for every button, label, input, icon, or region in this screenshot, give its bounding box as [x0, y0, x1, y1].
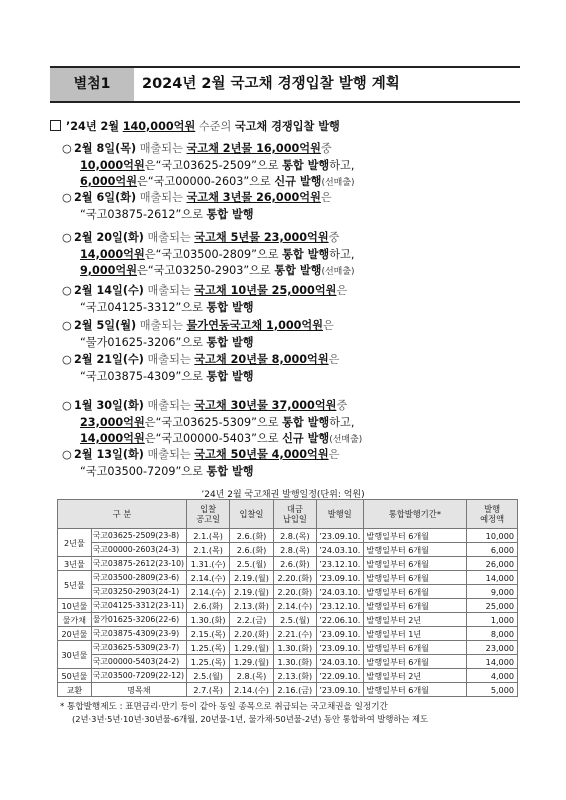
- cell-bid-notice: 2.1.(목): [187, 543, 230, 557]
- cell-payment-day: 2.5.(월): [273, 613, 316, 627]
- issue-plan-item: ○ 2월 6일(화) 매출되는 국고채 3년물 26,000억원은 “국고03875-2612”으로 통합 발행: [62, 191, 332, 221]
- table-header-row: [58, 500, 518, 529]
- cell-period: 발행일부터 6개월: [363, 543, 467, 557]
- cell-payment-day: 2.6.(화): [273, 557, 316, 571]
- table-row: [58, 557, 518, 571]
- issue-schedule-table: [57, 499, 518, 697]
- cell-issue-day: ’23.09.10.: [317, 641, 364, 655]
- cell-period: 발행일부터 6개월: [363, 557, 467, 571]
- footnote-detail: (2년·3년·5년·10년·30년물-6개월, 20년물-1년, 물가채·50년물-2년) 동안 통합하여 발행하는 제도: [72, 714, 429, 724]
- cell-period: 발행일부터 2년: [363, 669, 467, 683]
- cell-payment-day: 2.20.(화): [273, 571, 316, 585]
- cell-bid-day: 2.6.(화): [230, 529, 273, 543]
- cell-payment-day: 2.21.(수): [273, 627, 316, 641]
- table-row: [58, 571, 518, 585]
- cell-bid-day: 1.29.(월): [230, 655, 273, 669]
- cell-bid-notice: 1.30.(화): [187, 613, 230, 627]
- cell-period: 발행일부터 6개월: [363, 599, 467, 613]
- table-row: [58, 683, 518, 697]
- table-row: [58, 599, 518, 613]
- cell-bid-notice: 2.14.(수): [187, 571, 230, 585]
- issue-plan-item: ○ 2월 20일(화) 매출되는 국고채 5년물 23,000억원중 14,000억원은“국고03500-2809”으로 통합 발행하고, 9,000억원은“국고03250-2903”으로 통합 발행(선매출): [62, 231, 355, 277]
- table-row: [58, 543, 518, 557]
- cell-amount: 23,000: [467, 641, 518, 655]
- table-row: [58, 585, 518, 599]
- cell-gubun: 교환: [58, 683, 92, 697]
- cell-amount: 10,000: [467, 529, 518, 543]
- cell-issue-day: ’23.12.10.: [317, 599, 364, 613]
- cell-issue-day: ’23.09.10.: [317, 571, 364, 585]
- cell-bid-day: 1.29.(월): [230, 641, 273, 655]
- header-gubun: 구 분: [58, 500, 187, 529]
- header-amount: 발행 예정액: [467, 500, 518, 529]
- cell-issue-day: ’22.06.10.: [317, 613, 364, 627]
- cell-amount: 26,000: [467, 557, 518, 571]
- cell-issue-day: ’22.09.10.: [317, 669, 364, 683]
- cell-issue-day: ’23.09.10.: [317, 683, 364, 697]
- cell-gubun: 물가채: [58, 613, 92, 627]
- circle-bullet-icon: ○: [62, 448, 72, 461]
- cell-period: 발행일부터 6개월: [363, 655, 467, 669]
- circle-bullet-icon: ○: [62, 353, 72, 366]
- cell-code: 국고03875-2612(23-10): [91, 557, 186, 571]
- cell-payment-day: 2.13.(화): [273, 669, 316, 683]
- cell-bid-day: 2.19.(월): [230, 571, 273, 585]
- issue-plan-item: ○ 2월 14일(수) 매출되는 국고채 10년물 25,000억원은 “국고04125-3312”으로 통합 발행: [62, 284, 348, 314]
- cell-gubun: 20년물: [58, 627, 92, 641]
- cell-bid-day: 2.8.(목): [230, 669, 273, 683]
- cell-period: 발행일부터 6개월: [363, 571, 467, 585]
- cell-issue-day: ’23.09.10.: [317, 627, 364, 641]
- cell-period: 발행일부터 1년: [363, 627, 467, 641]
- summary-amount: 140,000억원: [122, 120, 196, 133]
- cell-gubun: 10년물: [58, 599, 92, 613]
- cell-code: 국고03250-2903(24-1): [91, 585, 186, 599]
- cell-code: 국고03500-2809(23-6): [91, 571, 186, 585]
- cell-payment-day: 2.20.(화): [273, 585, 316, 599]
- cell-issue-day: ’23.12.10.: [317, 557, 364, 571]
- cell-code: 국고00000-5403(24-2): [91, 655, 186, 669]
- header-bid-day: 입찰일: [230, 500, 273, 529]
- cell-amount: 14,000: [467, 571, 518, 585]
- cell-gubun: 30년물: [58, 641, 92, 669]
- cell-code: 국고03625-5309(23-7): [91, 641, 186, 655]
- cell-bid-day: 2.5.(월): [230, 557, 273, 571]
- header-payment-day: 대금 납입일: [273, 500, 316, 529]
- cell-payment-day: 2.16.(금): [273, 683, 316, 697]
- cell-amount: 14,000: [467, 655, 518, 669]
- cell-amount: 1,000: [467, 613, 518, 627]
- cell-code: 국고03875-4309(23-9): [91, 627, 186, 641]
- header-bid-notice: 입찰 공고일: [187, 500, 230, 529]
- table-row: [58, 641, 518, 655]
- table-row: [58, 613, 518, 627]
- cell-bid-day: 2.19.(월): [230, 585, 273, 599]
- cell-period: 발행일부터 6개월: [363, 529, 467, 543]
- cell-bid-notice: 1.25.(목): [187, 655, 230, 669]
- cell-bid-notice: 2.7.(목): [187, 683, 230, 697]
- document-header: [50, 66, 520, 103]
- cell-bid-day: 2.20.(화): [230, 627, 273, 641]
- issue-plan-item: ○ 1월 30일(화) 매출되는 국고채 30년물 37,000억원중 23,000억원은“국고03625-5309”으로 통합 발행하고, 14,000억원은“국고00000-5403”으로 신규 발행(선매출): [62, 399, 363, 445]
- cell-code: 물가01625-3206(22-6): [91, 613, 186, 627]
- cell-issue-day: ’23.09.10.: [317, 529, 364, 543]
- cell-amount: 6,000: [467, 543, 518, 557]
- cell-code: 명목채: [91, 683, 186, 697]
- cell-bid-notice: 1.25.(목): [187, 641, 230, 655]
- cell-payment-day: 1.30.(화): [273, 641, 316, 655]
- cell-amount: 4,000: [467, 669, 518, 683]
- table-caption: ’24년 2월 국고채권 발행일정(단위: 억원): [201, 490, 365, 500]
- issue-plan-item: ○ 2월 8일(목) 매출되는 국고채 2년물 16,000억원중 10,000억원은“국고03625-2509”으로 통합 발행하고, 6,000억원은“국고00000-2603”으로 신규 발행(선매출): [62, 142, 355, 188]
- circle-bullet-icon: ○: [62, 142, 72, 155]
- cell-bid-notice: 2.15.(목): [187, 627, 230, 641]
- cell-payment-day: 2.14.(수): [273, 599, 316, 613]
- cell-code: 국고03500-7209(22-12): [91, 669, 186, 683]
- square-bullet-icon: [50, 120, 61, 131]
- cell-amount: 9,000: [467, 585, 518, 599]
- header-period: 통합발행기간*: [363, 500, 467, 529]
- circle-bullet-icon: ○: [62, 319, 72, 332]
- cell-bid-day: 2.6.(화): [230, 543, 273, 557]
- cell-code: 국고03625-2509(23-8): [91, 529, 186, 543]
- cell-code: 국고04125-3312(23-11): [91, 599, 186, 613]
- footnote: * 통합발행제도 : 표면금리·만기 등이 같아 동일 종목으로 취급되는 국고채권을 일정기간: [60, 702, 388, 712]
- cell-gubun: 5년물: [58, 571, 92, 599]
- cell-bid-day: 2.13.(화): [230, 599, 273, 613]
- cell-bid-notice: 1.31.(수): [187, 557, 230, 571]
- issue-plan-item: ○ 2월 5일(월) 매출되는 물가연동국고채 1,000억원은 “물가01625-3206”으로 통합 발행: [62, 319, 334, 349]
- cell-bid-notice: 2.1.(목): [187, 529, 230, 543]
- table-row: [58, 529, 518, 543]
- cell-issue-day: ’24.03.10.: [317, 543, 364, 557]
- cell-period: 발행일부터 2년: [363, 613, 467, 627]
- cell-bid-notice: 2.14.(수): [187, 585, 230, 599]
- cell-gubun: 2년물: [58, 529, 92, 557]
- cell-bid-notice: 2.5.(월): [187, 669, 230, 683]
- summary-line: ’24년 2월 140,000억원 수준의 국고채 경쟁입찰 발행: [50, 118, 340, 134]
- cell-bid-notice: 2.6.(화): [187, 599, 230, 613]
- cell-amount: 5,000: [467, 683, 518, 697]
- circle-bullet-icon: ○: [62, 399, 72, 412]
- cell-amount: 8,000: [467, 627, 518, 641]
- issue-plan-item: ○ 2월 13일(화) 매출되는 국고채 50년물 4,000억원은 “국고03500-7209”으로 통합 발행: [62, 448, 340, 478]
- cell-payment-day: 2.8.(목): [273, 529, 316, 543]
- cell-bid-day: 2.14.(수): [230, 683, 273, 697]
- cell-issue-day: ’24.03.10.: [317, 585, 364, 599]
- circle-bullet-icon: ○: [62, 231, 72, 244]
- cell-code: 국고00000-2603(24-3): [91, 543, 186, 557]
- circle-bullet-icon: ○: [62, 191, 72, 204]
- cell-period: 발행일부터 6개월: [363, 641, 467, 655]
- cell-gubun: 3년물: [58, 557, 92, 571]
- cell-amount: 25,000: [467, 599, 518, 613]
- cell-gubun: 50년물: [58, 669, 92, 683]
- cell-payment-day: 1.30.(화): [273, 655, 316, 669]
- attachment-badge: 별첨1: [50, 68, 134, 101]
- cell-issue-day: ’24.03.10.: [317, 655, 364, 669]
- table-row: [58, 627, 518, 641]
- table-row: [58, 655, 518, 669]
- cell-payment-day: 2.8.(목): [273, 543, 316, 557]
- table-row: [58, 669, 518, 683]
- cell-period: 발행일부터 6개월: [363, 683, 467, 697]
- page-title: 2024년 2월 국고채 경쟁입찰 발행 계획: [142, 76, 400, 92]
- cell-period: 발행일부터 6개월: [363, 585, 467, 599]
- cell-bid-day: 2.2.(금): [230, 613, 273, 627]
- circle-bullet-icon: ○: [62, 284, 72, 297]
- issue-plan-item: ○ 2월 21일(수) 매출되는 국고채 20년물 8,000억원은 “국고03875-4309”으로 통합 발행: [62, 353, 340, 383]
- header-issue-day: 발행일: [317, 500, 364, 529]
